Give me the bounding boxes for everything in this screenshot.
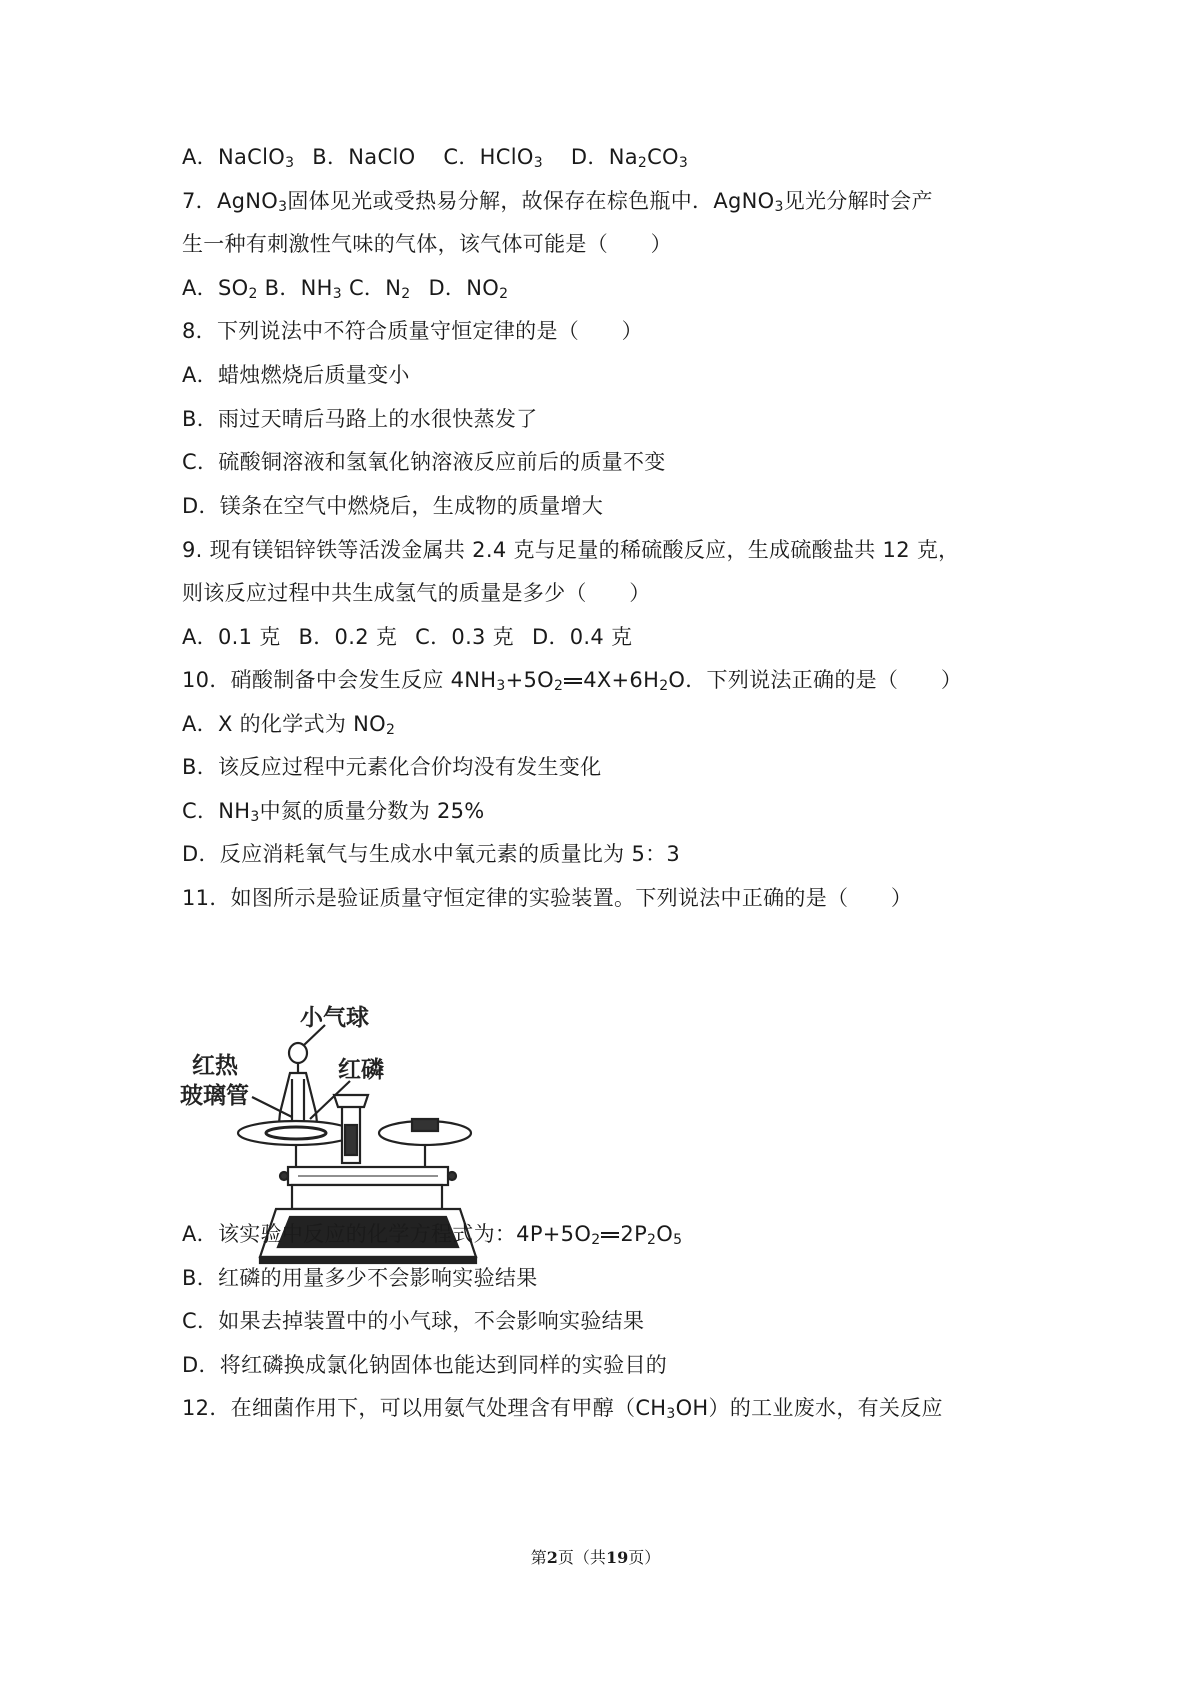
q11-option-a-text: 2P — [620, 1222, 648, 1246]
subscript: 3 — [332, 286, 342, 302]
q10-text: 10．硝酸制备中会发生反应 4NH — [182, 668, 497, 692]
q9-option-c: C．0.3 克 — [415, 625, 514, 649]
q7-option-d: D．NO — [428, 276, 500, 300]
footer-text: 第 — [530, 1548, 547, 1567]
q12-stem-line1 — [182, 1393, 943, 1423]
subscript: 3 — [666, 1406, 676, 1422]
q11-option-d: D．将红磷换成氯化钠固体也能达到同样的实验目的 — [182, 1353, 668, 1377]
q9-stem-line1: 9. 现有镁铝锌铁等活泼金属共 2.4 克与足量的稀硫酸反应，生成硫酸盐共 12 克， — [182, 538, 960, 562]
q8-option-a: A．蜡烛燃烧后质量变小 — [182, 363, 410, 387]
q10-option-d: D．反应消耗氧气与生成水中氧元素的质量比为 5：3 — [182, 842, 681, 866]
q8-option-b: B．雨过天晴后马路上的水很快蒸发了 — [182, 407, 538, 431]
q6-options — [182, 142, 688, 172]
q12-text: 12．在细菌作用下，可以用氨气处理含有甲醇（CH — [182, 1396, 667, 1420]
q7-stem-line2: 生一种有刺激性气味的气体，该气体可能是（ ） — [182, 232, 672, 256]
q7-option-a: A．SO — [182, 276, 249, 300]
subscript: 2 — [553, 678, 564, 694]
q10-option-a-text: A．X 的化学式为 NO — [182, 712, 386, 736]
subscript: 2 — [401, 286, 411, 302]
q10-option-b: B．该反应过程中元素化合价均没有发生变化 — [182, 755, 602, 779]
q8-option-d: D．镁条在空气中燃烧后，生成物的质量增大 — [182, 494, 604, 518]
label-hot-tube-2: 玻璃管 — [180, 1083, 249, 1109]
q6-option-a: A．NaClO — [182, 145, 286, 169]
q12-text: OH）的工业废水，有关反应 — [675, 1396, 943, 1420]
subscript: 3 — [533, 155, 543, 171]
subscript: 2 — [659, 678, 669, 694]
subscript: 2 — [385, 722, 396, 738]
subscript: 2 — [591, 1232, 601, 1248]
q10-stem — [182, 665, 962, 695]
total-pages: 19 — [605, 1548, 629, 1567]
subscript: 3 — [278, 199, 288, 215]
q8-stem: 8．下列说法中不符合质量守恒定律的是（ ） — [182, 319, 643, 343]
q7-options — [182, 273, 508, 303]
q6-option-c: C．HClO — [443, 145, 534, 169]
q8-option-c: C．硫酸铜溶液和氢氧化钠溶液反应前后的质量不变 — [182, 450, 666, 474]
q9-option-a: A．0.1 克 — [182, 625, 281, 649]
subscript: 3 — [774, 199, 784, 215]
subscript: 2 — [499, 286, 509, 302]
q7-text: 固体见光或受热易分解，故保存在棕色瓶中．AgNO — [287, 189, 775, 213]
q7-option-b: B．NH — [264, 276, 333, 300]
footer-text: 页（共 — [557, 1548, 606, 1567]
label-red-phosphorus: 红磷 — [338, 1057, 384, 1083]
q11-option-c: C．如果去掉装置中的小气球，不会影响实验结果 — [182, 1309, 645, 1333]
q6-option-d: D．Na — [570, 145, 638, 169]
q11-option-b: B．红磷的用量多少不会影响实验结果 — [182, 1266, 538, 1290]
q10-text: O．下列说法正确的是（ ） — [668, 668, 963, 692]
q6-option-b: B．NaClO — [312, 145, 416, 169]
subscript: 2 — [248, 286, 258, 302]
label-hot-tube-1: 红热 — [192, 1053, 238, 1079]
q6-option-d-mid: CO — [647, 145, 679, 169]
subscript: 3 — [496, 678, 506, 694]
q10-option-c-text: C．NH — [182, 799, 251, 823]
label-balloon: 小气球 — [300, 1005, 369, 1031]
q10-text: 4X+6H — [583, 668, 660, 692]
subscript: 5 — [673, 1232, 683, 1248]
q9-stem-line2: 则该反应过程中共生成氢气的质量是多少（ ） — [182, 581, 651, 605]
q11-option-a — [182, 1219, 682, 1249]
equals-sign-icon — [601, 1232, 619, 1238]
balloon-icon — [289, 1043, 307, 1063]
q11-stem: 11．如图所示是验证质量守恒定律的实验装置。下列说法中正确的是（ ） — [182, 886, 913, 910]
subscript: 3 — [285, 155, 295, 171]
q9-option-b: B．0.2 克 — [298, 625, 398, 649]
page-footer — [0, 1545, 1191, 1568]
footer-text: 页） — [628, 1548, 661, 1567]
q11-option-a-text: O — [656, 1222, 674, 1246]
q11-option-a-text: A．该实验中反应的化学方程式为：4P+5O — [182, 1222, 592, 1246]
q7-stem-line1 — [182, 186, 933, 216]
subscript: 2 — [647, 1232, 657, 1248]
subscript: 2 — [637, 155, 648, 171]
q10-text: +5O — [505, 668, 554, 692]
q7-text: 7．AgNO — [182, 189, 279, 213]
q10-option-a — [182, 709, 395, 739]
subscript: 3 — [250, 809, 260, 825]
q10-option-c-text: 中氮的质量分数为 25% — [259, 799, 485, 823]
q7-option-c: C．N — [348, 276, 402, 300]
q9-options — [182, 622, 632, 652]
page-number: 2 — [546, 1548, 558, 1567]
subscript: 3 — [678, 155, 689, 171]
left-pan-icon — [238, 1121, 354, 1145]
q7-text: 见光分解时会产 — [783, 189, 933, 213]
q9-option-d: D．0.4 克 — [531, 625, 633, 649]
equals-sign-icon — [564, 678, 582, 684]
q10-option-c — [182, 796, 485, 826]
